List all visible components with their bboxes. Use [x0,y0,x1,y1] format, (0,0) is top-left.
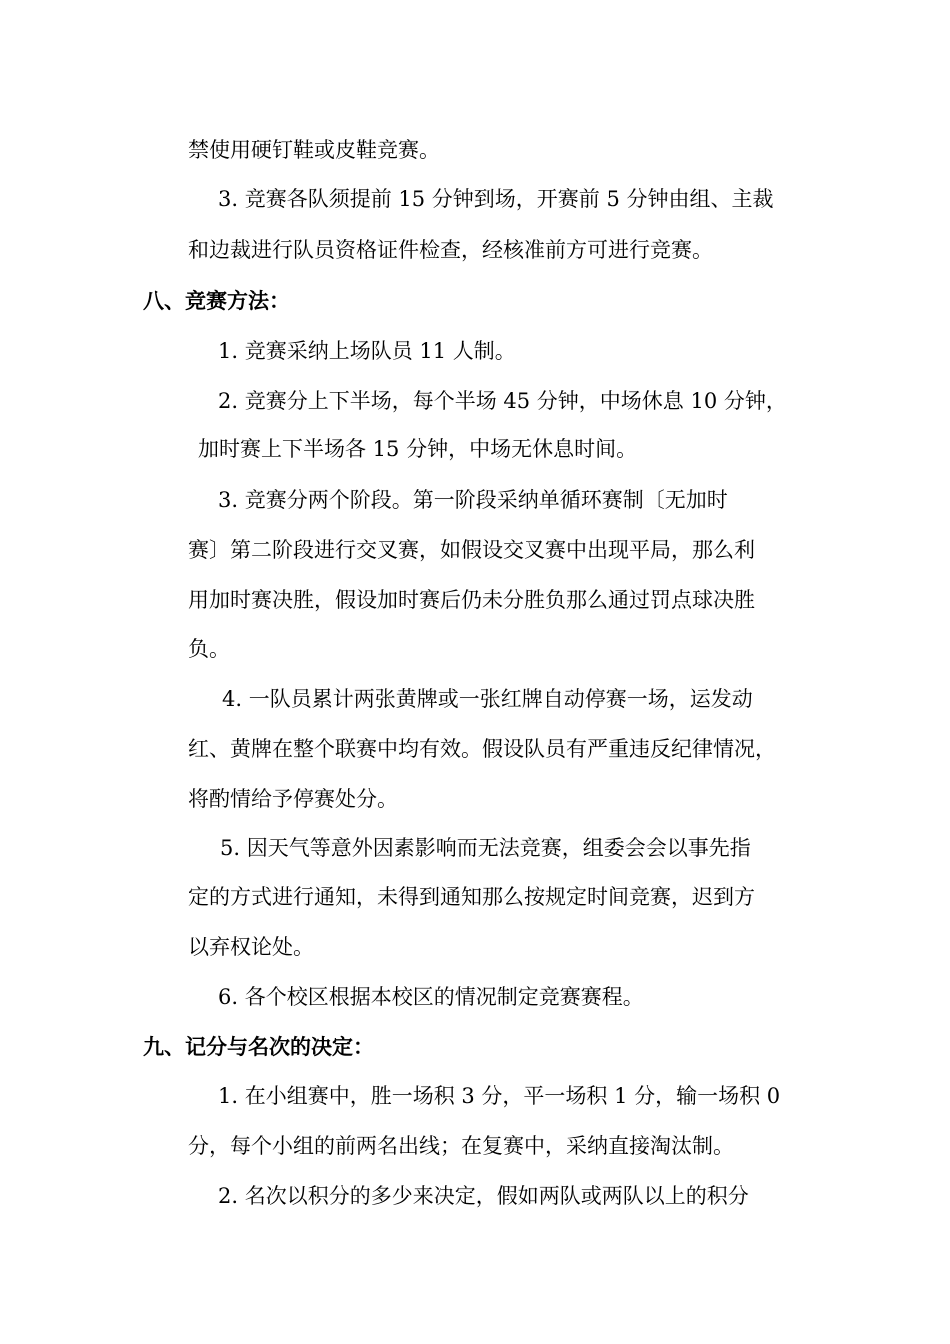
section-heading: 九、记分与名次的决定： [143,1035,374,1059]
list-item-line: 3. 竞赛分两个阶段。第一阶段采纳单循环赛制〔无加时 [218,488,728,512]
body-text-line: 加时赛上下半场各 15 分钟，中场无休息时间。 [198,437,638,461]
body-text-line: 将酌情给予停赛处分。 [188,787,398,811]
list-item-line: 1. 在小组赛中，胜一场积 3 分，平一场积 1 分，输一场积 0 [218,1084,781,1108]
list-item-line: 1. 竞赛采纳上场队员 11 人制。 [218,339,516,363]
list-item-line: 6. 各个校区根据本校区的情况制定竞赛赛程。 [218,985,644,1009]
list-item-line: 2. 竞赛分上下半场，每个半场 45 分钟，中场休息 10 分钟， [218,389,787,413]
body-text-line: 红、黄牌在整个联赛中均有效。假设队员有严重违反纪律情况， [188,737,776,761]
body-text-line: 用加时赛决胜，假设加时赛后仍未分胜负那么通过罚点球决胜 [188,588,755,612]
body-text-line: 分，每个小组的前两名出线；在复赛中，采纳直接淘汰制。 [188,1134,734,1158]
body-text-line: 以弃权论处。 [188,935,314,959]
body-text-line: 和边裁进行队员资格证件检查，经核准前方可进行竞赛。 [188,238,713,262]
body-text-line: 赛〕第二阶段进行交叉赛，如假设交叉赛中出现平局，那么利 [188,538,755,562]
list-item-line: 5. 因天气等意外因素影响而无法竞赛，组委会会以事先指 [220,836,751,860]
list-item-line: 3. 竞赛各队须提前 15 分钟到场，开赛前 5 分钟由组、主裁 [218,187,774,211]
body-text-line: 负。 [188,637,230,661]
section-heading: 八、竞赛方法： [143,289,290,313]
body-text-line: 禁使用硬钉鞋或皮鞋竞赛。 [188,138,440,162]
list-item-line: 4. 一队员累计两张黄牌或一张红牌自动停赛一场，运发动 [222,687,753,711]
body-text-line: 定的方式进行通知，未得到通知那么按规定时间竞赛，迟到方 [188,885,755,909]
list-item-line: 2. 名次以积分的多少来决定，假如两队或两队以上的积分 [218,1184,749,1208]
